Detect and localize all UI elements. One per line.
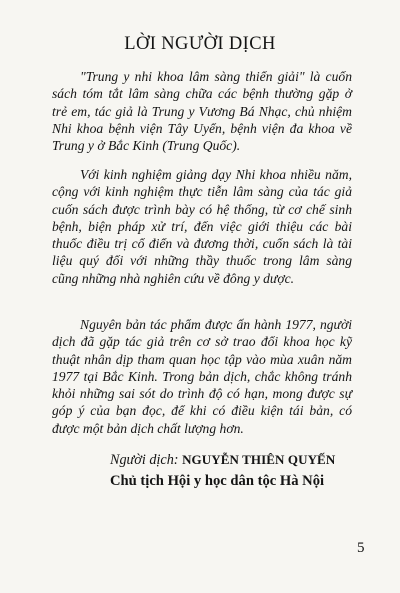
paragraph-translation-note	[52, 316, 352, 437]
paragraph-line: Nguyên bản tác phẩm được ấn hành 1977, người	[80, 317, 352, 332]
paragraph-experience	[52, 166, 352, 287]
paragraph-line: cộng với kinh nghiệm thực tiễn lâm sàng của tác giả	[52, 184, 352, 200]
paragraph-line: Trung y ở Bắc Kinh (Trung Quốc).	[52, 138, 241, 154]
paragraph-line: bệnh, biện pháp xử trí, đến việc giới thiệu các bài	[52, 218, 352, 234]
paragraph-line: góp ý của bạn đọc, để khi có điều kiện tái bản, có	[52, 403, 352, 419]
paragraph-line: dịch đã gặp tác giả trên cơ sở trao đổi khoa học kỹ	[52, 334, 352, 350]
signature-label: Người dịch:	[110, 452, 179, 468]
paragraph-line: "Trung y nhi khoa lâm sàng thiển giải" là cuốn	[80, 69, 352, 84]
paragraph-line: sách tóm tắt lâm sàng chữa các bệnh thường gặp ở	[52, 86, 352, 102]
paragraph-line: 1977 tại Bắc Kinh. Trong bản dịch, chắc không tránh	[52, 368, 352, 384]
paragraph-line: được một bản dịch chất lượng hơn.	[52, 420, 244, 436]
paragraph-line: Với kinh nghiệm giảng dạy Nhi khoa nhiều năm,	[80, 167, 352, 182]
paragraph-line: thuốc điều trị cổ điển và đương thời, cuốn sách là tài	[52, 236, 352, 252]
translator-position: Chủ tịch Hội y học dân tộc Hà Nội	[110, 473, 325, 489]
paragraph-line: thuật nhân dịp tham quan học tập vào mùa xuân năm	[52, 351, 352, 367]
paragraph-line: khỏi những sai sót do trình độ có hạn, mong được sự	[52, 386, 352, 402]
paragraph-line: cũng những nhà nghiên cứu về đông y dược.	[52, 270, 295, 286]
paragraph-line: liệu quý đối với những thầy thuốc trong lâm sàng	[52, 253, 352, 269]
page-title: LỜI NGƯỜI DỊCH	[124, 34, 276, 54]
page-number: 5	[357, 540, 365, 556]
paragraph-line: Nhi khoa bệnh viện Tây Uyển, bệnh viện đa khoa về	[52, 120, 352, 136]
paragraph-intro	[52, 68, 352, 154]
paragraph-line: trẻ em, tác giả là Trung y Vương Bá Nhạc, chủ nhiệm	[52, 103, 352, 119]
paragraph-line: cuốn sách được trình bày có hệ thống, từ cơ chế sinh	[52, 201, 352, 217]
translator-signature	[110, 452, 370, 490]
signature-line	[110, 452, 370, 469]
translator-name: NGUYỄN THIÊN QUYẾN	[182, 452, 336, 467]
